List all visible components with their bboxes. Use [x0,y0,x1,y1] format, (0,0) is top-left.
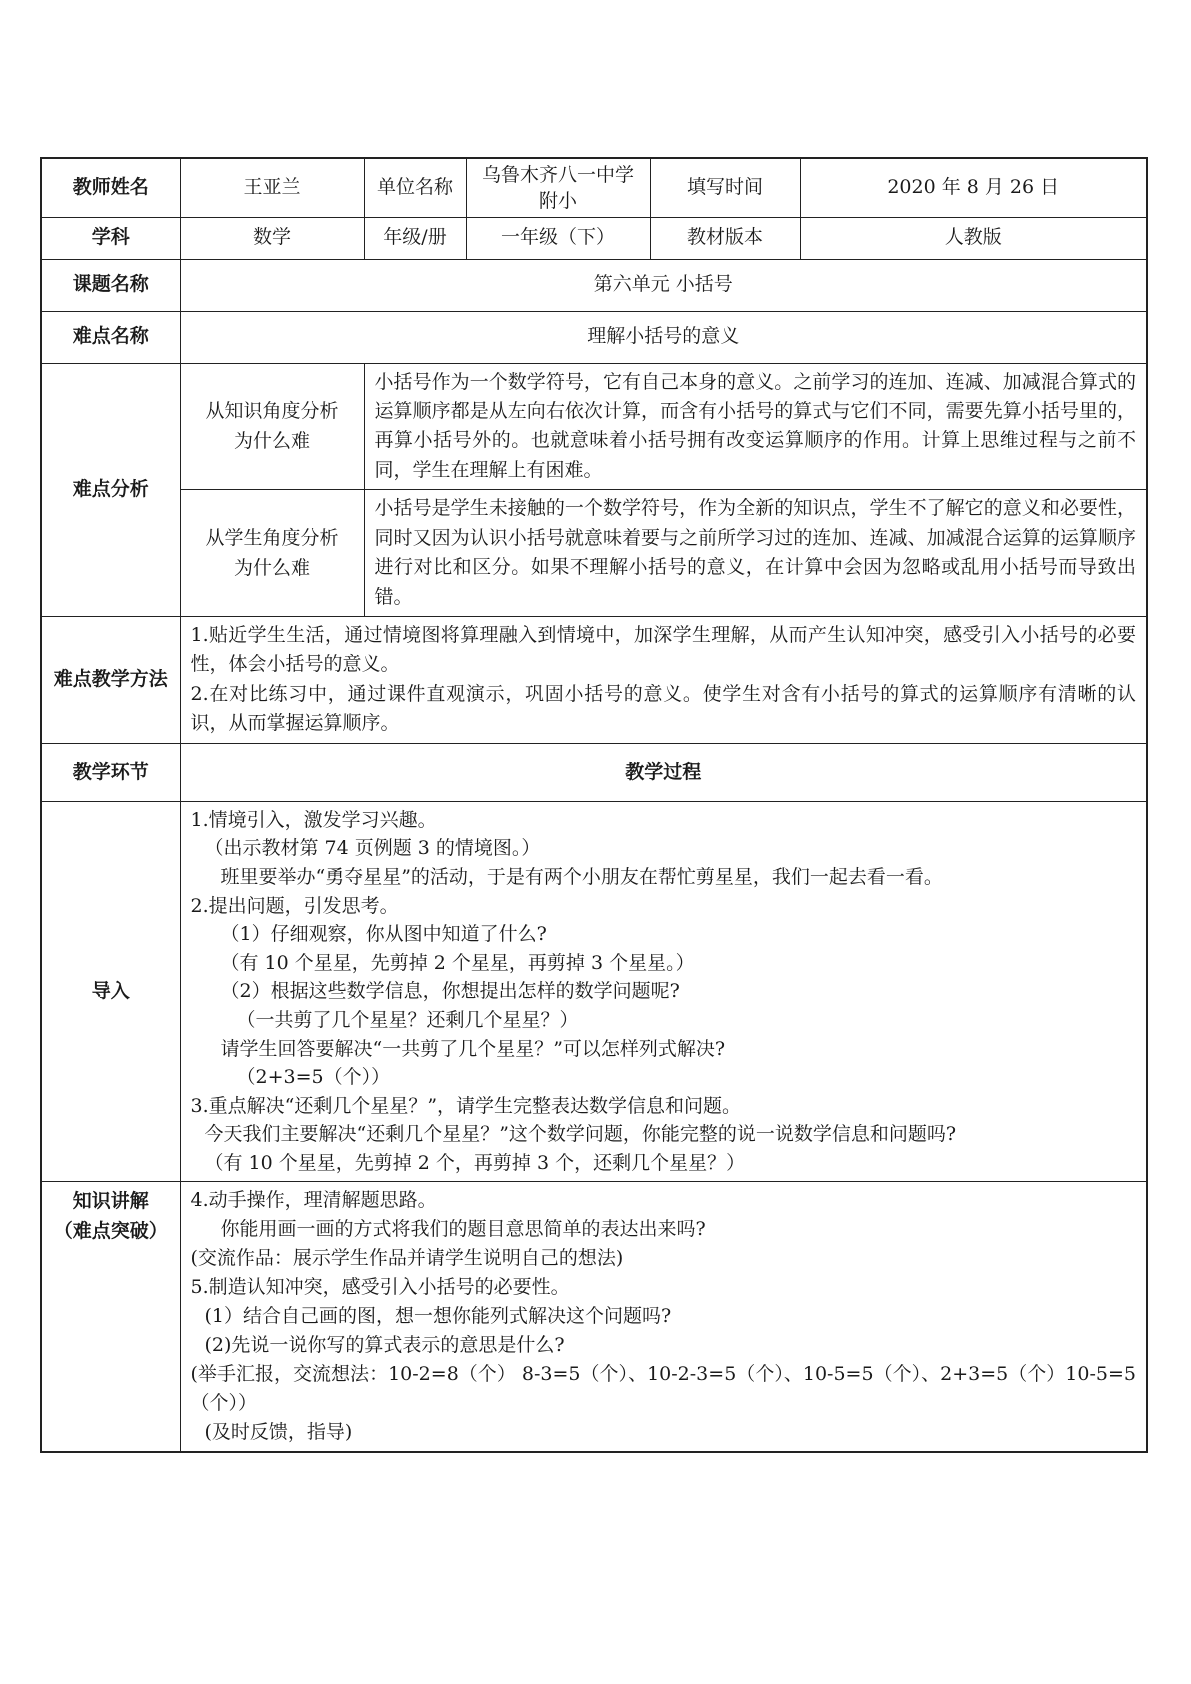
unit-name-label: 单位名称 [364,158,466,217]
analysis-label: 难点分析 [41,363,180,617]
topic-label: 课题名称 [41,259,180,311]
teacher-name-label: 教师姓名 [41,158,180,217]
knowledge-label-line2: （难点突破） [53,1220,168,1243]
lesson-plan-table [40,157,1148,1453]
grade-value: 一年级（下） [466,217,650,259]
analysis-row-student [41,490,1147,617]
knowledge-content [180,1182,1147,1453]
intro-line: （有 10 个星星，先剪掉 2 个，再剪掉 3 个，还剩几个星星？） [204,1151,746,1174]
knowledge-line: 你能用画一画的方式将我们的题目意思简单的表达出来吗? [220,1218,706,1241]
info-row-1 [41,158,1147,217]
fill-date-value: 2020 年 8 月 26 日 [800,158,1147,217]
knowledge-line: (2)先说一说你写的算式表示的意思是什么? [204,1334,565,1357]
knowledge-label-line1: 知识讲解 [72,1190,149,1213]
method-line: 1.贴近学生生活，通过情境图将算理融入到情境中，加深学生理解，从而产生认知冲突，感受引入小括号的必要性，体会小括号的意义。 [190,624,1136,676]
knowledge-line: (交流作品：展示学生作品并请学生说明自己的想法) [190,1247,624,1270]
intro-line: （出示教材第 74 页例题 3 的情境图。） [204,837,541,860]
intro-line: 今天我们主要解决“还剩几个星星？”这个数学问题，你能完整的说一说数学信息和问题吗? [204,1123,957,1146]
knowledge-line: (举手汇报，交流想法：10-2=8（个） 8-3=5（个）、10-2-3=5（个）、10-5=5（个）、2+3=5（个）10-5=5（个）） [190,1363,1136,1415]
lesson-plan-page [40,157,1146,1453]
edition-label: 教材版本 [650,217,800,259]
edition-value: 人教版 [800,217,1147,259]
knowledge-line: 5.制造认知冲突，感受引入小括号的必要性。 [190,1276,570,1299]
intro-line: （2）根据这些数学信息，你想提出怎样的数学问题呢? [220,980,680,1003]
method-content [180,617,1147,744]
stage-header: 教学环节 [41,743,180,801]
intro-line: （一共剪了几个星星？还剩几个星星？） [236,1008,579,1031]
knowledge-line: 4.动手操作，理清解题思路。 [190,1189,437,1212]
process-header: 教学过程 [180,743,1147,801]
difficulty-label: 难点名称 [41,311,180,363]
intro-line: 2.提出问题，引发思考。 [190,894,399,917]
teacher-name-value: 王亚兰 [180,158,364,217]
intro-content [180,801,1147,1182]
intro-line: （有 10 个星星，先剪掉 2 个星星，再剪掉 3 个星星。） [220,951,695,974]
analysis-row-knowledge [41,363,1147,490]
fill-date-label: 填写时间 [650,158,800,217]
student-angle-label: 从学生角度分析为什么难 [180,490,364,617]
method-label: 难点教学方法 [41,617,180,744]
difficulty-value: 理解小括号的意义 [180,311,1147,363]
intro-line: （2+3=5（个）） [236,1066,391,1089]
topic-value: 第六单元 小括号 [180,259,1147,311]
subject-value: 数学 [180,217,364,259]
intro-line: 请学生回答要解决“一共剪了几个星星？”可以怎样列式解决? [220,1037,726,1060]
method-row [41,617,1147,744]
knowledge-label [41,1182,180,1453]
student-angle-text: 小括号是学生未接触的一个数学符号，作为全新的知识点，学生不了解它的意义和必要性，同时又因为认识小括号就意味着要与之前所学习过的连加、连减、加减混合运算的运算顺序进行对比和区分。如果不理解小括号的意义，在计算中会因为忽略或乱用小括号而导致出错。 [364,490,1147,617]
subject-label: 学科 [41,217,180,259]
knowledge-line: (及时反馈，指导) [204,1421,353,1444]
grade-label: 年级/册 [364,217,466,259]
intro-line: 班里要举办“勇夺星星”的活动，于是有两个小朋友在帮忙剪星星，我们一起去看一看。 [220,865,943,888]
knowledge-angle-label: 从知识角度分析为什么难 [180,363,364,490]
knowledge-row [41,1182,1147,1453]
knowledge-angle-text: 小括号作为一个数学符号，它有自己本身的意义。之前学习的连加、连减、加减混合算式的运算顺序都是从左向右依次计算，而含有小括号的算式与它们不同，需要先算小括号里的，再算小括号外的。也就意味着小括号拥有改变运算顺序的作用。计算上思维过程与之前不同，学生在理解上有困难。 [364,363,1147,490]
info-row-2 [41,217,1147,259]
knowledge-line: (1）结合自己画的图，想一想你能列式解决这个问题吗? [204,1305,672,1328]
intro-row [41,801,1147,1182]
intro-line: 3.重点解决“还剩几个星星？”，请学生完整表达数学信息和问题。 [190,1094,742,1117]
intro-line: 1.情境引入，激发学习兴趣。 [190,808,437,831]
intro-label: 导入 [41,801,180,1182]
topic-row [41,259,1147,311]
difficulty-row [41,311,1147,363]
unit-name-value: 乌鲁木齐八一中学附小 [466,158,650,217]
process-header-row [41,743,1147,801]
method-line: 2.在对比练习中，通过课件直观演示，巩固小括号的意义。使学生对含有小括号的算式的运算顺序有清晰的认识，从而掌握运算顺序。 [190,682,1136,735]
intro-line: （1）仔细观察，你从图中知道了什么? [220,923,547,946]
